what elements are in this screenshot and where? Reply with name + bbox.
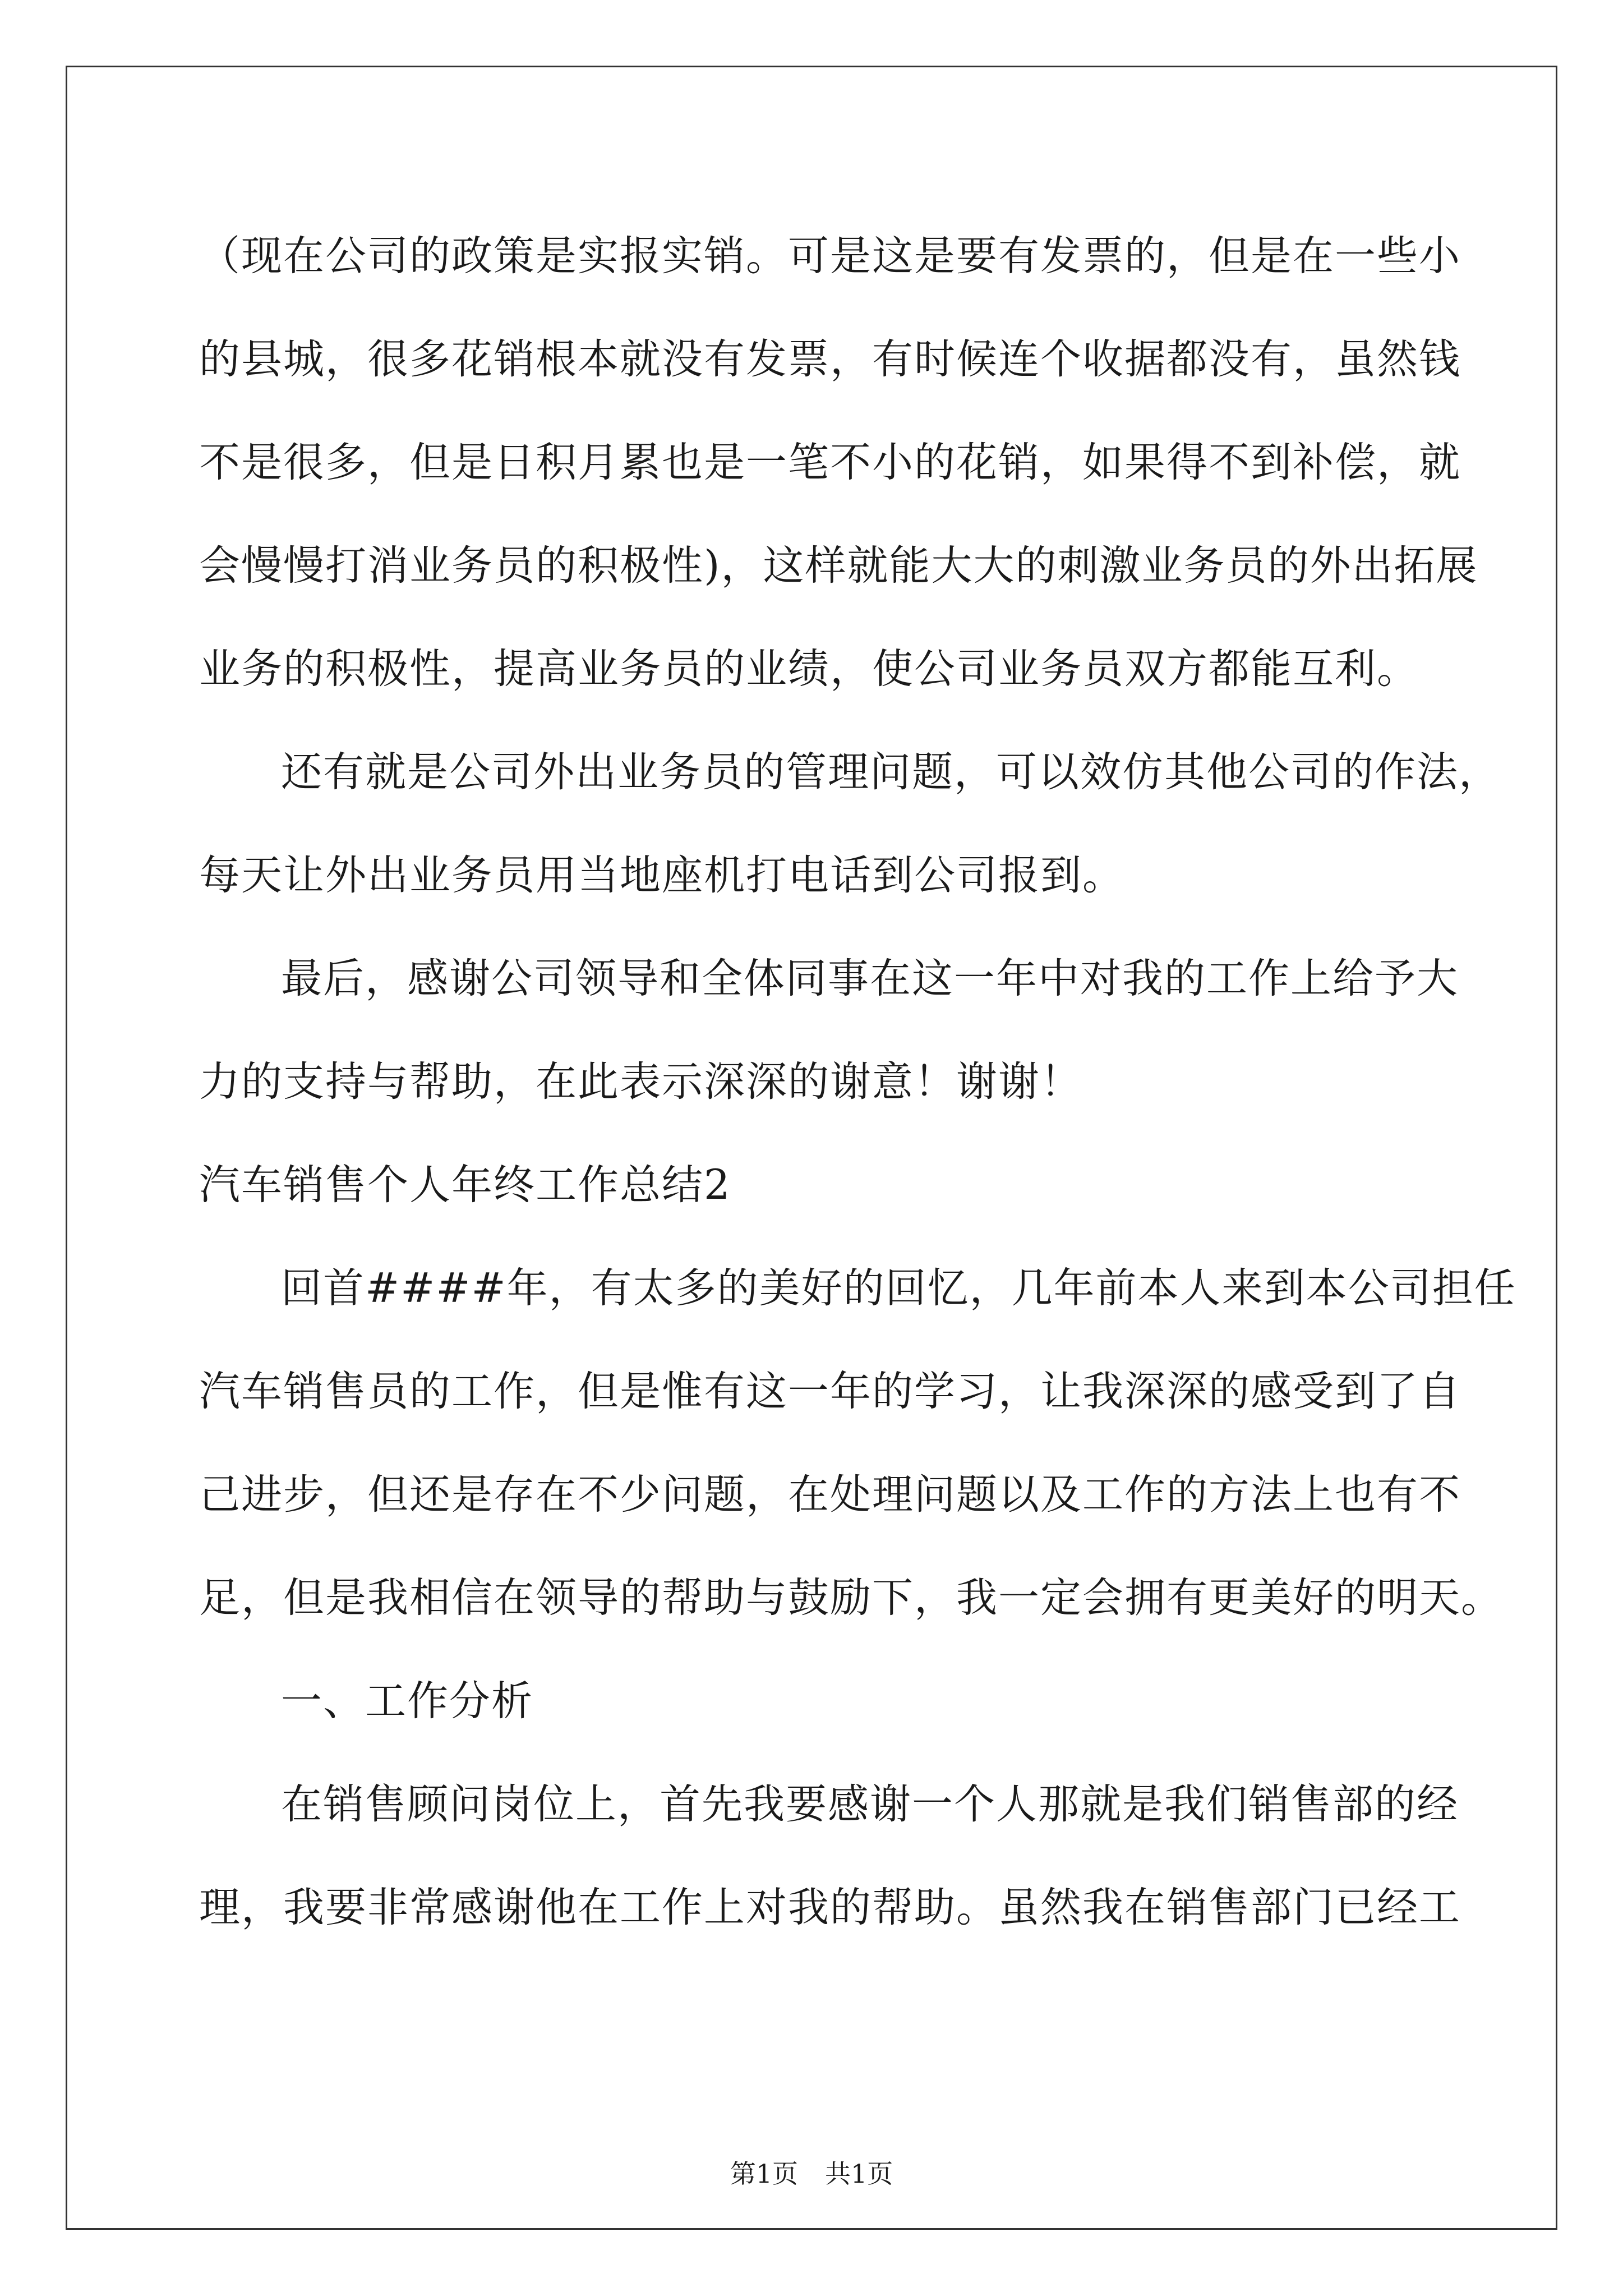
text-line: 业务的积极性，提高业务员的业绩，使公司业务员双方都能互利。 (199, 645, 1419, 693)
page-footer (0, 2157, 1623, 2191)
section-heading: 汽车销售个人年终工作总结2 (199, 1161, 731, 1209)
page-number-total: 共1页 (825, 2159, 893, 2189)
text-line: 在销售顾问岗位上，首先我要感谢一个人那就是我们销售部的经 (281, 1780, 1459, 1828)
subsection-heading: 一、工作分析 (281, 1677, 533, 1725)
text-line: 还有就是公司外出业务员的管理问题，可以效仿其他公司的作法， (281, 748, 1501, 796)
text-line: 最后，感谢公司领导和全体同事在这一年中对我的工作上给予大 (281, 955, 1459, 1002)
text-line: 汽车销售员的工作，但是惟有这一年的学习，让我深深的感受到了自 (199, 1368, 1461, 1415)
text-line: 每天让外出业务员用当地座机打电话到公司报到。 (199, 852, 1124, 899)
text-line: 足，但是我相信在领导的帮助与鼓励下，我一定会拥有更美好的明天。 (199, 1574, 1503, 1622)
text-line: 己进步，但还是存在不少问题，在处理问题以及工作的方法上也有不 (199, 1471, 1461, 1519)
text-line: 会慢慢打消业务员的积极性)，这样就能大大的刺激业务员的外出拓展 (199, 542, 1478, 590)
document-body (199, 205, 1516, 1959)
text-line: 的县城，很多花销根本就没有发票，有时候连个收据都没有，虽然钱 (199, 335, 1461, 383)
text-line: 理，我要非常感谢他在工作上对我的帮助。虽然我在销售部门已经工 (199, 1884, 1461, 1931)
page-number-current: 第1页 (730, 2159, 798, 2189)
text-line: （现在公司的政策是实报实销。可是这是要有发票的，但是在一些小 (199, 232, 1461, 280)
text-line: 不是很多，但是日积月累也是一笔不小的花销，如果得不到补偿，就 (199, 439, 1461, 486)
text-line: 回首####年，有太多的美好的回忆，几年前本人来到本公司担任 (281, 1264, 1516, 1312)
text-line: 力的支持与帮助，在此表示深深的谢意！谢谢！ (199, 1058, 1082, 1106)
